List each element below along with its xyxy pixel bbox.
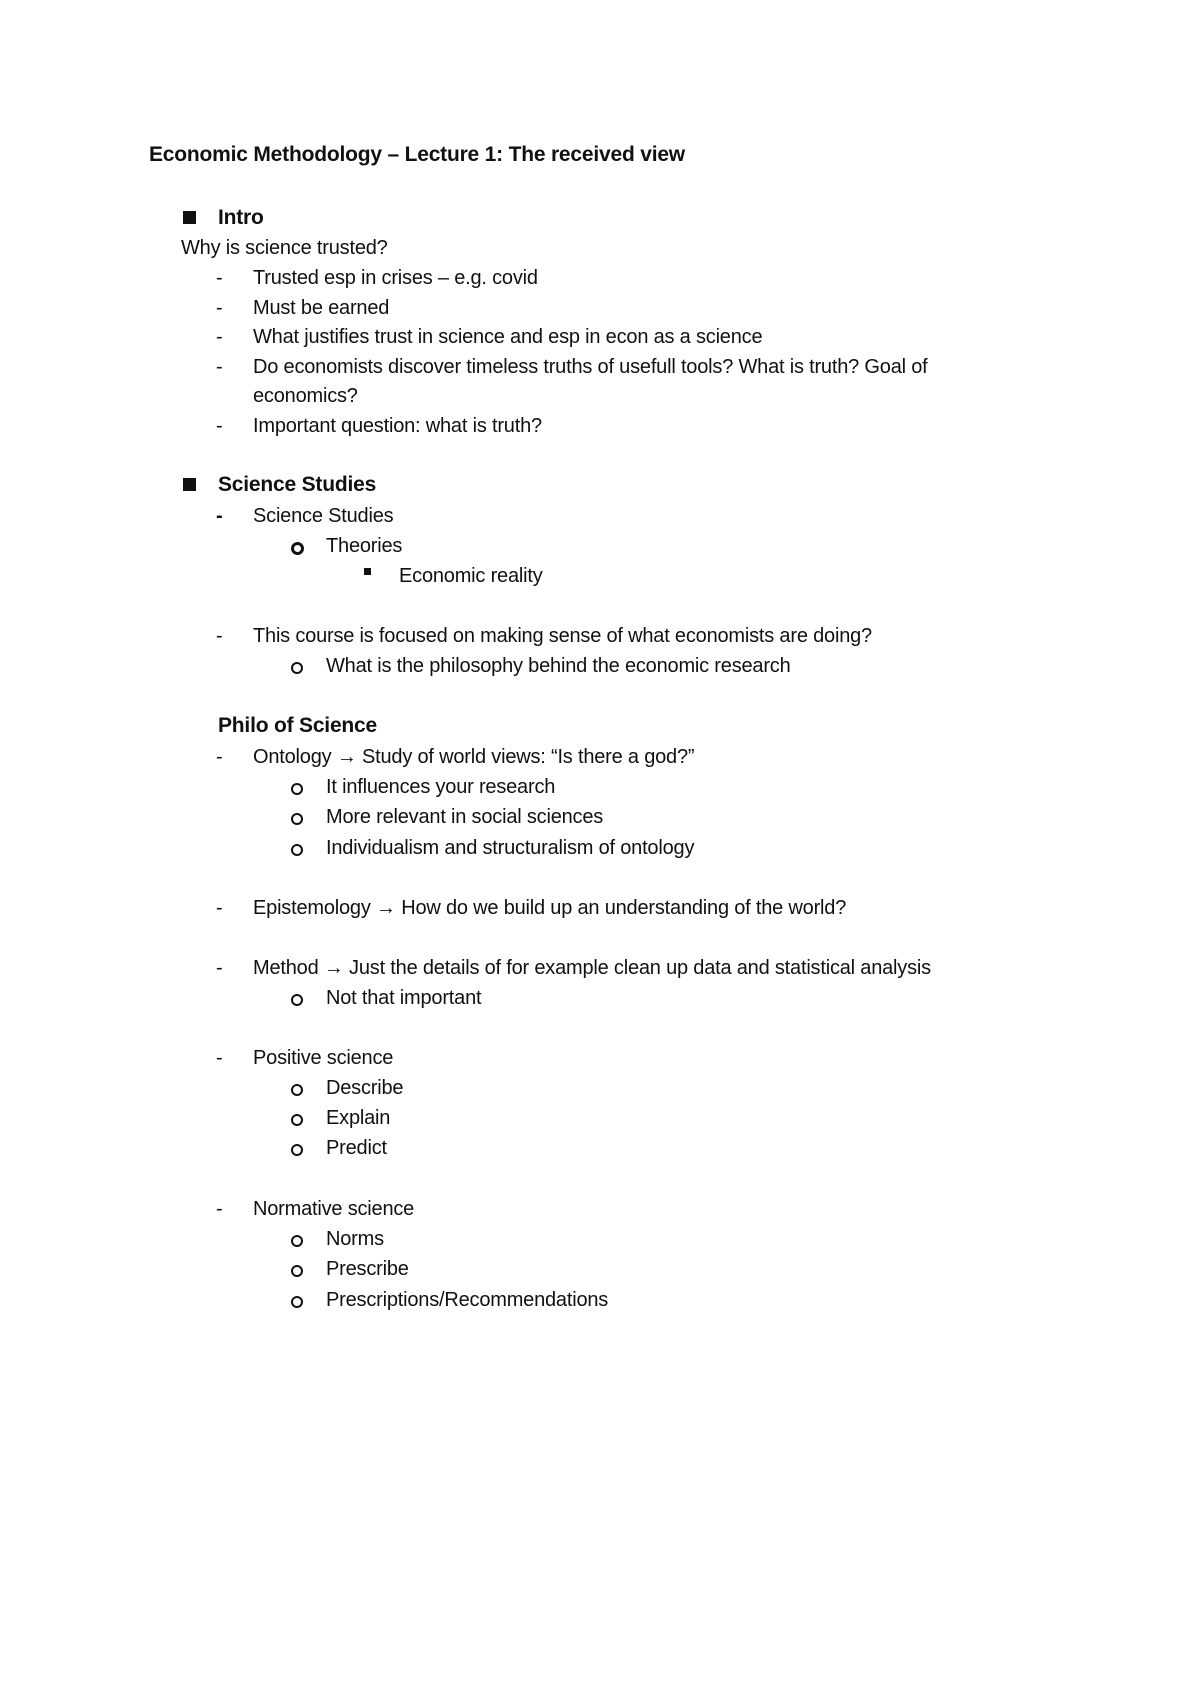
term-label: Ontology — [253, 746, 332, 768]
list-item: Science Studies — [253, 505, 394, 527]
list-item: Do economists discover timeless truths of usefull tools? What is truth? Goal of — [253, 356, 928, 378]
list-subitem: Describe — [326, 1077, 404, 1099]
circle-bullet-icon — [291, 1265, 303, 1277]
term-text: How do we build up an understanding of the world? — [401, 897, 847, 919]
list-subitem: Predict — [326, 1137, 387, 1159]
circle-bullet-icon — [291, 1144, 303, 1156]
dash-bullet-icon: - — [216, 957, 223, 979]
circle-bullet-icon — [291, 542, 304, 555]
list-item-continuation: economics? — [253, 385, 358, 407]
list-subitem: Prescriptions/Recommendations — [326, 1289, 609, 1311]
arrow-right-icon: → — [376, 897, 396, 919]
list-subitem: Prescribe — [326, 1258, 409, 1280]
circle-bullet-icon — [291, 1114, 303, 1126]
dash-bullet-icon: - — [216, 356, 223, 378]
intro-question: Why is science trusted? — [181, 237, 388, 259]
list-item: Positive science — [253, 1047, 394, 1069]
circle-bullet-icon — [291, 994, 303, 1006]
list-item: Trusted esp in crises – e.g. covid — [253, 267, 538, 289]
square-bullet-icon — [183, 478, 196, 491]
dash-bullet-icon: - — [216, 625, 223, 647]
term-text: Study of world views: “Is there a god?” — [361, 746, 695, 768]
arrow-right-icon: → — [323, 957, 344, 979]
list-subitem: Individualism and structuralism of ontology — [326, 837, 695, 859]
circle-bullet-icon — [291, 662, 303, 674]
dash-bullet-icon: - — [216, 1047, 223, 1069]
dash-bullet-icon: - — [216, 415, 223, 437]
dash-bullet-icon: - — [216, 897, 223, 919]
list-subitem: Not that important — [326, 987, 482, 1009]
list-item: Important question: what is truth? — [253, 415, 542, 437]
dash-bullet-icon: - — [216, 326, 223, 348]
circle-bullet-icon — [291, 813, 303, 825]
list-subitem: Explain — [326, 1107, 391, 1129]
list-subitem: Theories — [326, 535, 403, 557]
square-bullet-icon — [183, 211, 196, 224]
circle-bullet-icon — [291, 844, 303, 856]
list-subsubitem: Economic reality — [399, 565, 543, 587]
circle-bullet-icon — [291, 783, 303, 795]
circle-bullet-icon — [291, 1296, 303, 1308]
list-item-method — [253, 954, 931, 982]
dash-bullet-icon: - — [216, 267, 223, 289]
list-subitem: What is the philosophy behind the economic research — [326, 655, 791, 677]
term-text: Just the details of for example clean up data and statistical analysis — [349, 957, 931, 979]
list-item-ontology — [253, 743, 694, 771]
section-heading-philo: Philo of Science — [218, 714, 378, 737]
dash-bullet-icon: - — [216, 505, 223, 527]
list-subitem: It influences your research — [326, 776, 556, 798]
circle-bullet-icon — [291, 1084, 303, 1096]
section-heading-intro: Intro — [218, 206, 264, 229]
list-subitem: More relevant in social sciences — [326, 806, 604, 828]
section-heading-science-studies: Science Studies — [218, 473, 377, 496]
list-item-epistemology — [253, 894, 846, 922]
page-title: Economic Methodology – Lecture 1: The received view — [149, 143, 685, 166]
term-label: Epistemology — [253, 897, 371, 919]
term-label: Method — [253, 957, 319, 979]
circle-bullet-icon — [291, 1235, 303, 1247]
list-item: What justifies trust in science and esp in econ as a science — [253, 326, 763, 348]
list-item: Must be earned — [253, 297, 390, 319]
small-square-bullet-icon — [364, 568, 371, 575]
dash-bullet-icon: - — [216, 746, 223, 768]
list-subitem: Norms — [326, 1228, 384, 1250]
dash-bullet-icon: - — [216, 1198, 223, 1220]
list-item: This course is focused on making sense of what economists are doing? — [253, 625, 872, 647]
list-item: Normative science — [253, 1198, 415, 1220]
dash-bullet-icon: - — [216, 297, 223, 319]
arrow-right-icon: → — [336, 746, 357, 768]
